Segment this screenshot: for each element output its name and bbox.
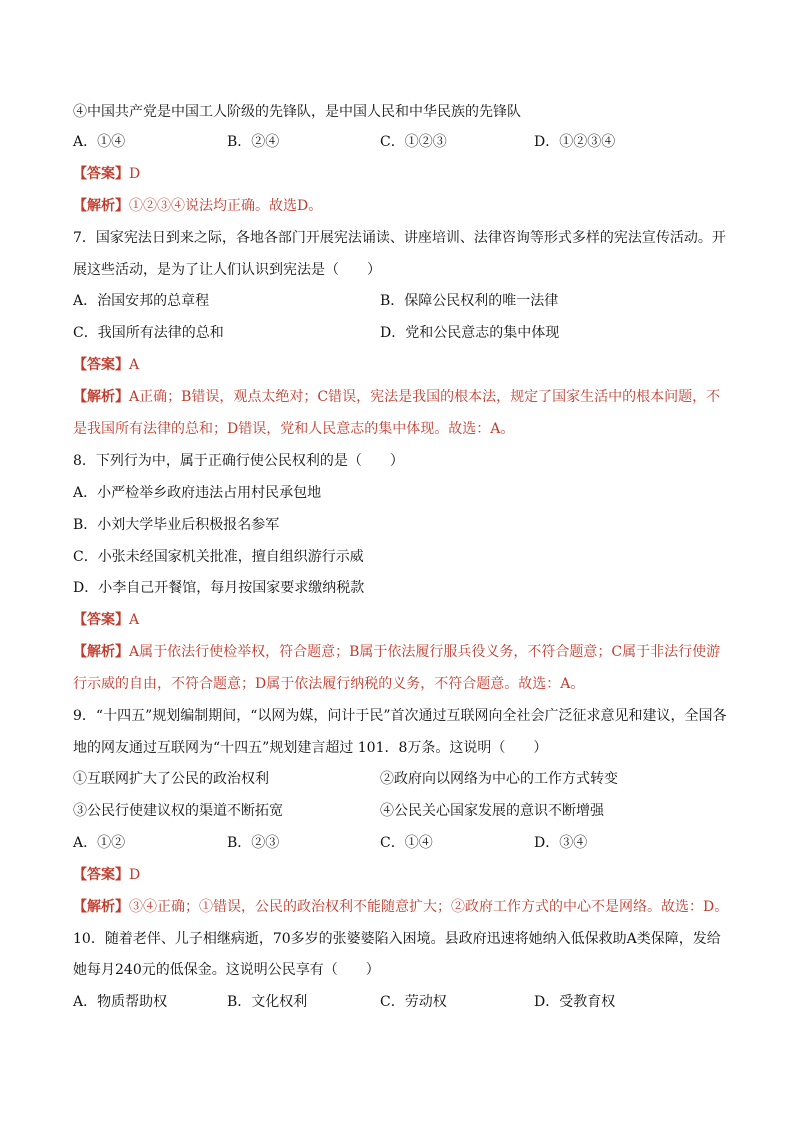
q6-option-c: C．①②③: [380, 134, 447, 150]
q10-option-b: B．文化权利: [227, 994, 308, 1010]
q10-option-c: C．劳动权: [380, 994, 447, 1010]
answer-label: 【答案】: [73, 166, 129, 182]
q9-stem-line-1: 9．“十四五”规划编制期间，“以网为媒，问计于民”首次通过互联网向全社会广泛征求意见和建议，全国各: [73, 708, 727, 724]
q7-option-c: C．我国所有法律的总和: [73, 325, 224, 341]
answer-value: A: [129, 357, 140, 373]
q6-option-a: A．①④: [73, 134, 126, 150]
q8-option-c: C．小张未经国家机关批准，擅自组织游行示威: [73, 549, 364, 565]
q6-option-d: D．①②③④: [534, 134, 616, 150]
q10-stem-line-2: 她每月240元的低保金。这说明公民享有（ ）: [73, 962, 380, 978]
q8-option-d: D．小李自己开餐馆，每月按国家要求缴纳税款: [73, 580, 365, 596]
q9-statement-4: ④公民关心国家发展的意识不断增强: [380, 803, 604, 819]
q7-option-d: D．党和公民意志的集中体现: [380, 325, 560, 341]
q7-options-row-1: [73, 292, 723, 310]
q7-stem-line-2: 展这些活动，是为了让人们认识到宪法是（ ）: [73, 262, 381, 278]
analysis-text: A正确；B错误，观点太绝对；C错误，宪法是我国的根本法，规定了国家生活中的根本问题，不: [129, 389, 721, 405]
q8-option-a: A．小严检举乡政府违法占用村民承包地: [73, 485, 322, 501]
q8-analysis-line-2: 行示威的自由，不符合题意；D属于依法履行纳税的义务，不符合题意。故选：A。: [73, 676, 585, 692]
q6-answer: [73, 165, 723, 183]
q9-option-c: C．①④: [380, 835, 433, 851]
analysis-label: 【解析】: [73, 198, 129, 214]
analysis-text: A属于依法行使检举权，符合题意；B属于依法履行服兵役义务，不符合题意；C属于非法行使游: [129, 644, 721, 660]
q6-options: [73, 133, 723, 151]
analysis-label: 【解析】: [73, 899, 129, 915]
q8-option-b: B．小刘大学毕业后积极报名参军: [73, 517, 280, 533]
analysis-text: ①②③④说法均正确。故选D。: [129, 198, 323, 214]
q8-analysis-line-1: [73, 643, 723, 661]
q7-option-b: B．保障公民权利的唯一法律: [380, 293, 559, 309]
q9-option-b: B．②③: [227, 835, 280, 851]
q7-answer: [73, 356, 723, 374]
q9-analysis: [73, 898, 729, 916]
answer-value: A: [129, 612, 140, 628]
q8-answer: [73, 611, 723, 629]
answer-value: D: [129, 166, 141, 182]
q7-analysis-line-1: [73, 388, 723, 406]
q9-options: [73, 834, 723, 852]
q9-option-a: A．①②: [73, 835, 126, 851]
q9-answer: [73, 866, 723, 884]
answer-label: 【答案】: [73, 867, 129, 883]
answer-label: 【答案】: [73, 612, 129, 628]
q10-option-a: A．物质帮助权: [73, 994, 168, 1010]
analysis-text: ③④正确；①错误，公民的政治权利不能随意扩大；②政府工作方式的中心不是网络。故选：D。: [129, 899, 729, 915]
analysis-label: 【解析】: [73, 389, 129, 405]
q6-option-b: B．②④: [227, 134, 280, 150]
q9-option-d: D．③④: [534, 835, 588, 851]
q6-statement-4: ④中国共产党是中国工人阶级的先锋队，是中国人民和中华民族的先锋队: [73, 104, 521, 120]
analysis-label: 【解析】: [73, 644, 129, 660]
q7-options-row-2: [73, 324, 723, 342]
q7-option-a: A．治国安邦的总章程: [73, 293, 210, 309]
q9-statements-row-1: [73, 770, 723, 788]
q10-stem-line-1: 10．随着老伴、儿子相继病逝，70多岁的张婆婆陷入困境。县政府迅速将她纳入低保救助A类保障，发给: [73, 931, 721, 947]
q10-option-d: D．受教育权: [534, 994, 616, 1010]
q9-stem-line-2: 地的网友通过互联网为“十四五”规划建言超过 101．8万条。这说明（ ）: [73, 740, 548, 756]
answer-label: 【答案】: [73, 357, 129, 373]
q9-statements-row-2: [73, 802, 723, 820]
q7-stem-line-1: 7．国家宪法日到来之际，各地各部门开展宪法诵读、讲座培训、法律咨询等形式多样的宪法宣传活动。开: [73, 230, 726, 246]
q9-statement-1: ①互联网扩大了公民的政治权利: [73, 771, 269, 787]
q7-analysis-line-2: 是我国所有法律的总和；D错误，党和人民意志的集中体现。故选：A。: [73, 421, 515, 437]
q6-analysis: [73, 197, 723, 215]
q8-stem: 8．下列行为中，属于正确行使公民权利的是（ ）: [73, 453, 404, 469]
q9-statement-3: ③公民行使建议权的渠道不断拓宽: [73, 803, 283, 819]
q9-statement-2: ②政府向以网络为中心的工作方式转变: [380, 771, 618, 787]
q10-options: [73, 993, 723, 1011]
answer-value: D: [129, 867, 141, 883]
